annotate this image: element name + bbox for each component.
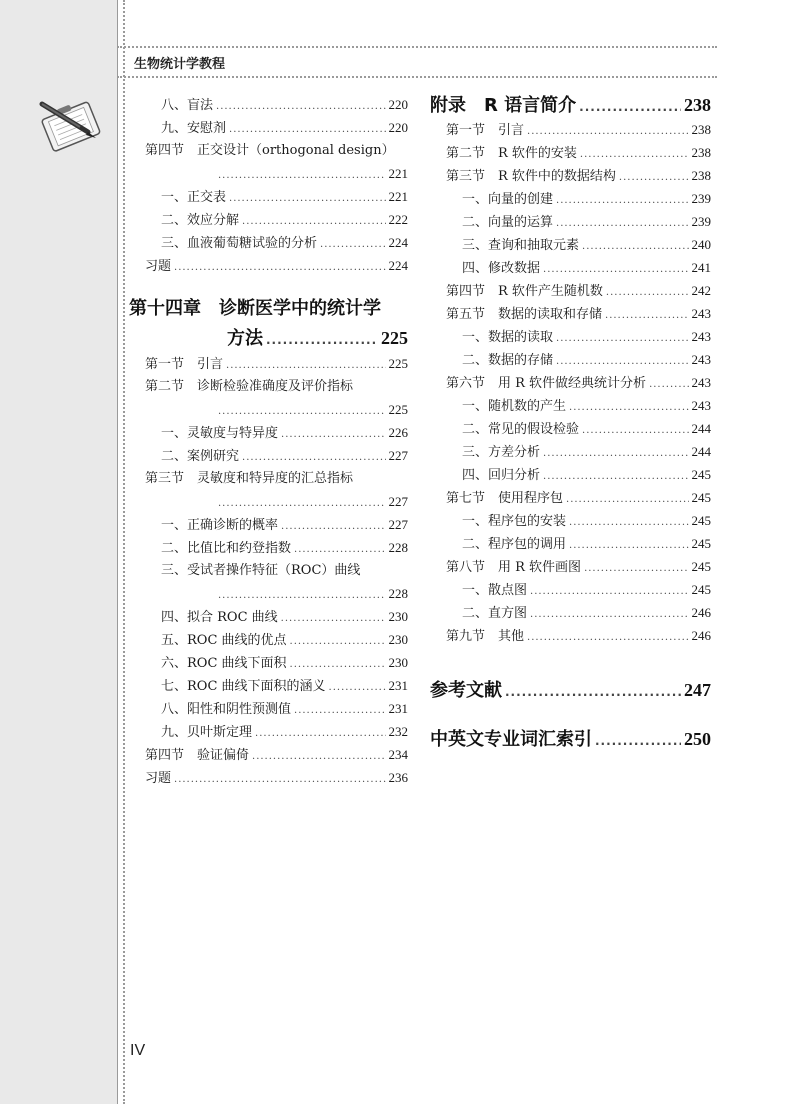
toc-entry-page: 226 xyxy=(388,425,408,440)
toc-entry[interactable] xyxy=(446,417,711,440)
toc-entry[interactable] xyxy=(446,601,711,624)
toc-entry[interactable] xyxy=(145,352,408,375)
leader-dots xyxy=(579,94,681,120)
toc-entry[interactable] xyxy=(446,486,711,509)
toc-entry-page: 230 xyxy=(388,632,408,647)
toc-entry-title: 九、贝叶斯定理 xyxy=(161,725,253,740)
toc-entry-title: 一、数据的读取 xyxy=(462,330,554,345)
toc-entry-title: 第七节 使用程序包 xyxy=(446,491,564,506)
leader-dots xyxy=(242,446,385,469)
leader-dots xyxy=(582,419,688,442)
leader-dots xyxy=(229,118,385,141)
leader-dots xyxy=(290,653,386,676)
toc-entry-page: 245 xyxy=(691,559,711,574)
toc-entry[interactable] xyxy=(446,210,711,233)
toc-entry-title: 六、ROC 曲线下面积 xyxy=(161,656,287,671)
leader-dots xyxy=(255,722,385,745)
toc-entry[interactable] xyxy=(145,720,408,743)
leader-dots xyxy=(543,258,688,281)
toc-entry-page: 228 xyxy=(388,540,408,555)
toc-entry-page: 242 xyxy=(691,283,711,298)
toc-entry-title: 一、正确诊断的概率 xyxy=(161,518,279,533)
toc-entry-title: 第一节 引言 xyxy=(145,357,224,372)
toc-entry-page: 230 xyxy=(388,655,408,670)
toc-entry-page: 245 xyxy=(691,536,711,551)
toc-entry-title: 一、向量的创建 xyxy=(462,192,554,207)
toc-entry-page: 244 xyxy=(691,421,711,436)
toc-entry[interactable] xyxy=(145,605,408,628)
toc-entry-title: 三、查询和抽取元素 xyxy=(462,238,580,253)
leader-dots xyxy=(580,143,689,166)
toc-entry[interactable] xyxy=(446,256,711,279)
clipboard-pen-icon xyxy=(30,92,110,152)
toc-entry-page: 238 xyxy=(691,168,711,183)
toc-entry[interactable] xyxy=(145,536,408,559)
leader-dots xyxy=(527,120,688,143)
leader-dots xyxy=(218,164,386,187)
appendix-title: 附录 R 语言简介 xyxy=(430,95,577,116)
margin-rule xyxy=(117,0,118,1104)
toc-entry-title: 三、受试者操作特征（ROC）曲线 xyxy=(161,563,361,578)
leader-dots xyxy=(252,745,385,768)
toc-entry-title: 一、正交表 xyxy=(161,190,227,205)
toc-entry-page: 238 xyxy=(691,122,711,137)
leader-dots xyxy=(649,373,688,396)
leader-dots xyxy=(530,603,688,626)
leader-dots xyxy=(281,607,386,630)
toc-entry[interactable] xyxy=(446,233,711,256)
toc-entry-title: 第二节 R 软件的安装 xyxy=(446,146,577,161)
header-dotted-rule-bottom xyxy=(117,76,717,78)
chapter-title-line2: 方法 xyxy=(227,328,263,349)
toc-entry-continuation[interactable] xyxy=(145,162,408,185)
leader-dots xyxy=(584,557,688,580)
toc-entry-title: 二、效应分解 xyxy=(161,213,240,228)
toc-entry-title: 八、阳性和阴性预测值 xyxy=(161,702,292,717)
toc-entry[interactable] xyxy=(145,185,408,208)
toc-entry-page: 220 xyxy=(388,120,408,135)
leader-dots xyxy=(290,630,386,653)
toc-entry-title: 习题 xyxy=(145,771,172,786)
toc-entry[interactable] xyxy=(446,325,711,348)
toc-entry-title: 第六节 用 R 软件做经典统计分析 xyxy=(446,376,647,391)
leader-dots xyxy=(527,626,688,649)
toc-entry-page: 244 xyxy=(691,444,711,459)
toc-right-column xyxy=(430,92,711,753)
toc-entry[interactable] xyxy=(145,628,408,651)
leader-dots xyxy=(226,354,385,377)
toc-entry-page: 240 xyxy=(691,237,711,252)
toc-entry-title: 二、案例研究 xyxy=(161,449,240,464)
toc-entry-page: 243 xyxy=(691,329,711,344)
toc-entry-title: 四、修改数据 xyxy=(462,261,541,276)
references-title: 参考文献 xyxy=(430,680,502,701)
leader-dots xyxy=(582,235,688,258)
toc-entry-page: 227 xyxy=(388,448,408,463)
toc-entry[interactable] xyxy=(145,421,408,444)
toc-entry-page: 243 xyxy=(691,375,711,390)
toc-entry-title: 二、程序包的调用 xyxy=(462,537,567,552)
glossary-index-title: 中英文专业词汇索引 xyxy=(430,729,592,750)
toc-entry-title: 一、灵敏度与特异度 xyxy=(161,426,279,441)
toc-entry-continuation[interactable] xyxy=(145,582,408,605)
toc-entry[interactable] xyxy=(446,118,711,141)
toc-entry-title: 第八节 用 R 软件画图 xyxy=(446,560,582,575)
toc-entry[interactable] xyxy=(145,674,408,697)
toc-entry[interactable] xyxy=(446,532,711,555)
toc-entry-title: 第二节 诊断检验准确度及评价指标 xyxy=(145,379,354,394)
margin-dotted-rule xyxy=(123,0,125,1104)
leader-dots xyxy=(281,515,385,538)
toc-entry-page: 227 xyxy=(388,517,408,532)
leader-dots xyxy=(216,95,385,118)
toc-entry-title: 七、ROC 曲线下面积的涵义 xyxy=(161,679,326,694)
toc-entry-page: 243 xyxy=(691,398,711,413)
chapter-14-heading-line2[interactable] xyxy=(145,324,408,352)
toc-entry-title: 第三节 R 软件中的数据结构 xyxy=(446,169,616,184)
leader-dots xyxy=(556,212,688,235)
leader-dots xyxy=(556,350,688,373)
leader-dots xyxy=(556,327,688,350)
running-header-title: 生物统计学教程 xyxy=(134,57,226,72)
toc-entry-title: 第五节 数据的读取和存储 xyxy=(446,307,603,322)
references-heading[interactable] xyxy=(430,676,711,704)
toc-entry[interactable] xyxy=(145,231,408,254)
toc-entry[interactable] xyxy=(446,624,711,647)
toc-entry-page: 243 xyxy=(691,352,711,367)
toc-entry[interactable] xyxy=(446,578,711,601)
leader-dots xyxy=(543,442,688,465)
toc-entry-title: 二、向量的运算 xyxy=(462,215,554,230)
leader-dots xyxy=(218,584,386,607)
toc-entry-title: 一、散点图 xyxy=(462,583,528,598)
toc-entry[interactable] xyxy=(145,743,408,766)
toc-entry[interactable] xyxy=(145,766,408,789)
toc-entry-page: 221 xyxy=(388,166,408,181)
toc-entry-heading[interactable] xyxy=(145,375,408,398)
page-number: IV xyxy=(130,1042,146,1059)
toc-entry-title: 第四节 R 软件产生随机数 xyxy=(446,284,603,299)
toc-entry-page: 245 xyxy=(691,490,711,505)
toc-entry-page: 245 xyxy=(691,513,711,528)
toc-entry[interactable] xyxy=(446,302,711,325)
toc-entry-title: 二、直方图 xyxy=(462,606,528,621)
toc-entry-page: 224 xyxy=(388,235,408,250)
toc-entry-page: 220 xyxy=(388,97,408,112)
header-dotted-rule-top xyxy=(117,46,717,48)
toc-entry-title: 第九节 其他 xyxy=(446,629,525,644)
leader-dots xyxy=(218,400,386,423)
toc-entry-page: 227 xyxy=(388,494,408,509)
leader-dots xyxy=(569,534,688,557)
toc-entry-page: 230 xyxy=(388,609,408,624)
toc-entry[interactable] xyxy=(145,444,408,467)
toc-entry-title: 二、常见的假设检验 xyxy=(462,422,580,437)
chapter-14-heading[interactable] xyxy=(129,294,408,324)
appendix-page: 238 xyxy=(684,95,711,115)
toc-entry-title: 五、ROC 曲线的优点 xyxy=(161,633,287,648)
toc-entry-heading[interactable] xyxy=(145,467,408,490)
toc-entry-heading[interactable] xyxy=(145,559,408,582)
toc-left-column xyxy=(129,93,408,789)
toc-entry-title: 第四节 正交设计（orthogonal design） xyxy=(145,143,395,158)
leader-dots xyxy=(174,256,385,279)
leader-dots xyxy=(174,768,385,791)
glossary-index-page: 250 xyxy=(684,729,711,749)
toc-entry-page: 221 xyxy=(388,189,408,204)
toc-entry-title: 四、拟合 ROC 曲线 xyxy=(161,610,278,625)
toc-entry-page: 238 xyxy=(691,145,711,160)
chapter-title-line1: 第十四章 诊断医学中的统计学 xyxy=(129,298,381,319)
toc-entry-page: 228 xyxy=(388,586,408,601)
toc-entry-page: 245 xyxy=(691,582,711,597)
leader-dots xyxy=(595,727,681,755)
leader-dots xyxy=(619,166,689,189)
toc-entry[interactable] xyxy=(145,254,408,277)
toc-entry[interactable] xyxy=(446,164,711,187)
toc-entry-page: 231 xyxy=(388,701,408,716)
toc-entry-page: 239 xyxy=(691,214,711,229)
toc-entry-title: 九、安慰剂 xyxy=(161,121,227,136)
toc-entry[interactable] xyxy=(446,279,711,302)
leader-dots xyxy=(543,465,688,488)
toc-entry[interactable] xyxy=(145,208,408,231)
toc-entry[interactable] xyxy=(446,371,711,394)
toc-group-appendix xyxy=(430,118,711,647)
toc-group-chapter14 xyxy=(145,352,408,789)
leader-dots xyxy=(294,699,385,722)
toc-entry-page: 222 xyxy=(388,212,408,227)
toc-entry-title: 二、比值比和约登指数 xyxy=(161,541,292,556)
leader-dots xyxy=(329,676,386,699)
toc-entry-page: 243 xyxy=(691,306,711,321)
appendix-heading[interactable] xyxy=(430,92,711,118)
toc-entry[interactable] xyxy=(446,394,711,417)
leader-dots xyxy=(218,492,386,515)
toc-entry-page: 231 xyxy=(388,678,408,693)
toc-entry[interactable] xyxy=(446,555,711,578)
toc-entry-title: 三、血液葡萄糖试验的分析 xyxy=(161,236,318,251)
toc-entry-continuation[interactable] xyxy=(145,490,408,513)
toc-entry[interactable] xyxy=(145,116,408,139)
toc-entry-continuation[interactable] xyxy=(145,398,408,421)
toc-entry[interactable] xyxy=(446,187,711,210)
toc-entry-page: 246 xyxy=(691,605,711,620)
leader-dots xyxy=(605,304,688,327)
leader-dots xyxy=(229,187,385,210)
toc-entry-heading[interactable] xyxy=(145,139,408,162)
leader-dots xyxy=(294,538,385,561)
chapter-page: 225 xyxy=(381,328,408,348)
leader-dots xyxy=(566,488,688,511)
toc-entry-page: 246 xyxy=(691,628,711,643)
toc-entry[interactable] xyxy=(145,93,408,116)
leader-dots xyxy=(569,511,688,534)
toc-entry-title: 一、程序包的安装 xyxy=(462,514,567,529)
toc-entry-title: 二、数据的存储 xyxy=(462,353,554,368)
leader-dots xyxy=(320,233,385,256)
toc-group-chapter13-tail xyxy=(145,93,408,277)
toc-entry-page: 245 xyxy=(691,467,711,482)
toc-entry-page: 225 xyxy=(388,356,408,371)
toc-entry-title: 四、回归分析 xyxy=(462,468,541,483)
leader-dots xyxy=(242,210,385,233)
toc-entry-page: 234 xyxy=(388,747,408,762)
toc-entry-page: 241 xyxy=(691,260,711,275)
left-margin-band xyxy=(0,0,117,1104)
toc-entry-title: 三、方差分析 xyxy=(462,445,541,460)
leader-dots xyxy=(569,396,688,419)
toc-entry[interactable] xyxy=(446,348,711,371)
toc-entry[interactable] xyxy=(446,509,711,532)
references-page: 247 xyxy=(684,680,711,700)
toc-entry-title: 第三节 灵敏度和特异度的汇总指标 xyxy=(145,471,354,486)
toc-entry[interactable] xyxy=(145,513,408,536)
toc-entry-page: 236 xyxy=(388,770,408,785)
leader-dots xyxy=(556,189,688,212)
toc-entry-title: 习题 xyxy=(145,259,172,274)
leader-dots xyxy=(606,281,689,304)
toc-entry-title: 第一节 引言 xyxy=(446,123,525,138)
toc-entry[interactable] xyxy=(145,651,408,674)
toc-entry-page: 224 xyxy=(388,258,408,273)
toc-entry[interactable] xyxy=(446,141,711,164)
leader-dots xyxy=(266,326,378,354)
toc-entry[interactable] xyxy=(446,440,711,463)
leader-dots xyxy=(281,423,385,446)
toc-entry-title: 第四节 验证偏倚 xyxy=(145,748,250,763)
leader-dots xyxy=(530,580,688,603)
toc-entry[interactable] xyxy=(446,463,711,486)
toc-entry-page: 239 xyxy=(691,191,711,206)
toc-entry-title: 一、随机数的产生 xyxy=(462,399,567,414)
toc-entry[interactable] xyxy=(145,697,408,720)
toc-entry-title: 八、盲法 xyxy=(161,98,214,113)
leader-dots xyxy=(505,678,681,706)
toc-entry-page: 232 xyxy=(388,724,408,739)
glossary-index-heading[interactable] xyxy=(430,725,711,753)
toc-entry-page: 225 xyxy=(388,402,408,417)
